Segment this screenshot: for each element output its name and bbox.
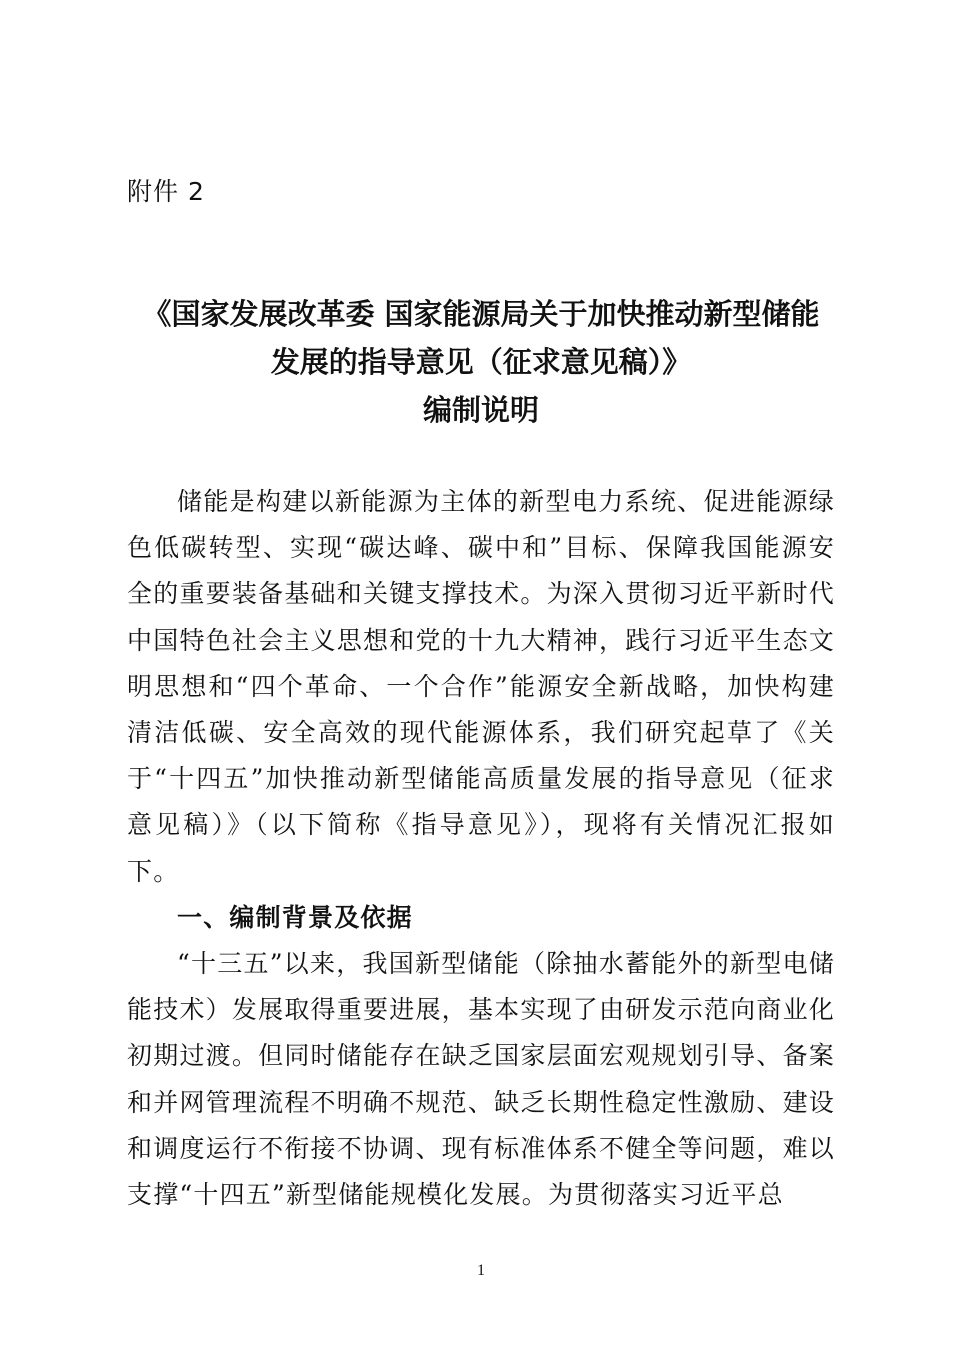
intro-paragraph: 储能是构建以新能源为主体的新型电力系统、促进能源绿色低碳转型、实现“碳达峰、碳中和”目标、保障我国能源安全的重要装备基础和关键支撑技术。为深入贯彻习近平新时代中国特色社会主义思想和党的十九大精神，践行习近平生态文明思想和“四个革命、一个合作”能源安全新战略，加快构建清洁低碳、安全高效的现代能源体系，我们研究起草了《关于“十四五”加快推动新型储能高质量发展的指导意见（征求意见稿）》（以下简称《指导意见》），现将有关情况汇报如下。 [127,487,835,886]
title-line: 发展的指导意见（征求意见稿）》 [270,345,692,379]
document-title [100,290,862,434]
page-number: 1 [477,1262,485,1279]
body-text [127,479,835,1218]
title-line: 编制说明 [422,393,539,427]
background-paragraph: “十三五”以来，我国新型储能（除抽水蓄能外的新型电储能技术）发展取得重要进展，基本实现了由研发示范向商业化初期过渡。但同时储能存在缺乏国家层面宏观规划引导、备案和并网管理流程不明确不规范、缺乏长期性稳定性激励、建设和调度运行不衔接不协调、现有标准体系不健全等问题，难以支撑“十四五”新型储能规模化发展。为贯彻落实习近平总 [127,949,835,1210]
section-heading: 一、编制背景及依据 [177,902,413,932]
attachment-label: 附件 2 [127,177,205,206]
title-line: 《国家发展改革委 国家能源局关于加快推动新型储能 [142,297,820,331]
